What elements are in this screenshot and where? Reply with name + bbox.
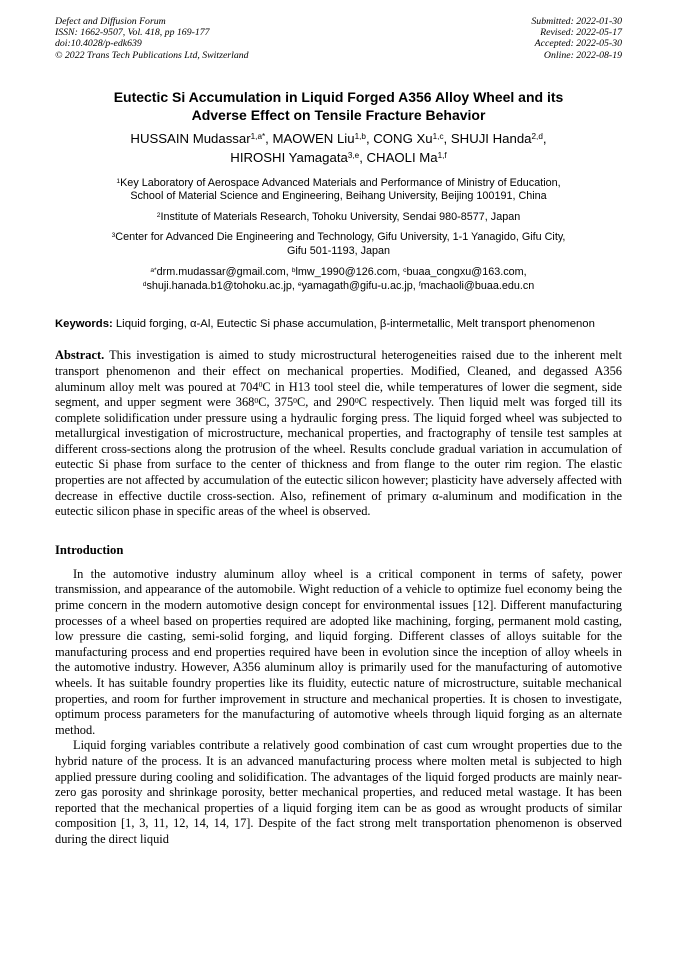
paper-title: Eutectic Si Accumulation in Liquid Forged A356 Alloy Wheel and its Adverse Effect on Tensile Fracture Behavior <box>113 88 564 123</box>
journal-name: Defect and Diffusion Forum <box>55 16 166 27</box>
submitted-date: Submitted: 2022-01-30 <box>531 16 622 27</box>
keywords-line: Keywords: Liquid forging, α-Al, Eutectic Si phase accumulation, β-intermetallic, Melt transport phenomenon <box>55 318 595 331</box>
author-emails: $^{a*}$drm.mudassar@gmail.com, $^b$lmw_1990@126.com, $^c$buaa_congxu@163.com, $^d$shuji.hanada.b1@tohoku.ac.jp, $^e$yamagath@gifu-u.ac.jp, $^f$machaoli@buaa.edu.cn <box>142 266 535 292</box>
submission-dates-block <box>531 16 622 61</box>
section-heading-introduction: Introduction <box>55 542 124 557</box>
introduction-paragraph-1: In the automotive industry aluminum alloy wheel is a critical component in terms of safety, power transmission, and appearance of the automobile. Wight reduction of a vehicle to optimize fuel economy being the prime concern in the modern automotive design concept for environmental issues [12]. Different manufacturing processes of a wheel based on properties required are adopted like machining, forging, permanent mold casting, low pressure die casting, semi-solid forging, and liquid forging. Different classes of alloys suitable for the manufacturing process and end properties required have been in evolution since the inception of alloy wheels in the automotive industry. However, A356 aluminum alloy is primarily used for the manufacturing of automotive wheels. It has suitable foundry properties like its fluidity, eutectic nature of microstructure, suitable mechanical properties, and room for further improvement in structure and mechanical properties. It is chosen to investigate, optimum process parameters for the manufacturing of automotive wheels through liquid forging as an alternate method. <box>55 566 622 737</box>
author-list: HUSSAIN Mudassar$^{1,a*}$, MAOWEN Liu$^{1,b}$, CONG Xu$^{1,c}$, SHUJI Handa$^{2,d}$, HIROSHI Yamagata$^{3,e}$, CHAOLI Ma$^{1,f}$ <box>130 130 547 165</box>
affiliation-3: $^3$Center for Advanced Die Engineering and Technology, Gifu University, 1-1 Yanagido, Gifu City, Gifu 501-1193, Japan <box>111 231 566 257</box>
accepted-date: Accepted: 2022-05-30 <box>534 38 622 50</box>
introduction-paragraph-2: Liquid forging variables contribute a relatively good combination of cast cum wrought properties due to the hybrid nature of the process. It is an advanced manufacturing process where molten metal is subjected to high applied pressure during cooling and solidification. The advantages of the liquid forged products are mainly near-zero gas porosity and shrinkage porosity, better mechanical properties, and reduced metal wastage. It has been reported that the mechanical properties of a liquid forging item can be as good as wrought products of similar composition [1, 3, 11, 12, 14, 14, 17]. Despite of the fact strong melt transportation phenomenon is observed during the direct liquid <box>55 738 622 846</box>
online-date: Online: 2022-08-19 <box>543 49 622 61</box>
revised-date: Revised: 2022-05-17 <box>540 27 622 39</box>
abstract-paragraph: Abstract. This investigation is aimed to study microstructural heterogeneities raised due to the inherent melt transport phenomenon and their effect on mechanical properties. Modified, Cleaned, and degassed A356 aluminum alloy melt was poured at $704^0C$ in H13 tool steel die, while temperatures of lower die segment, side segment, and upper segment were $368^0C$, $375^0C$, and $290^0C$ respectively. Then liquid melt was forged till its complete solidification under pressure using a hydraulic forging press. The liquid forged wheel was subjected to metallurgical investigation of microstructure, mechanical properties, and fractography of tensile test samples at different cross-sections along the protrusion of the wheel. Results conclude gradual variation in accumulation of eutectic Si phase from surface to the center of thickness and from flange to the outer rim region. The elastic properties are not affected by accumulation of the eutectic silicon however; plasticity have adversely affected with decrease in effective ductile cross-section. Also, refinement of primary α-aluminum and modification in the eutectic silicon phase in specific areas of the wheel is observed. <box>55 348 622 519</box>
copyright-line: © 2022 Trans Tech Publications Ltd, Switzerland <box>55 49 249 61</box>
doi-line: doi:10.4028/p-edk639 <box>55 38 142 50</box>
affiliation-1: $^1$Key Laboratory of Aerospace Advanced Materials and Performance of Ministry of Education, School of Material Science and Engineering, Beihang University, Beijing 100191, China <box>116 176 561 203</box>
document-header <box>55 16 622 61</box>
affiliation-2: $^2$Institute of Materials Research, Tohoku University, Sendai 980-8577, Japan <box>156 210 521 223</box>
journal-info-block <box>55 16 249 61</box>
issn-volume-pages: ISSN: 1662-9507, Vol. 418, pp 169-177 <box>55 27 210 39</box>
